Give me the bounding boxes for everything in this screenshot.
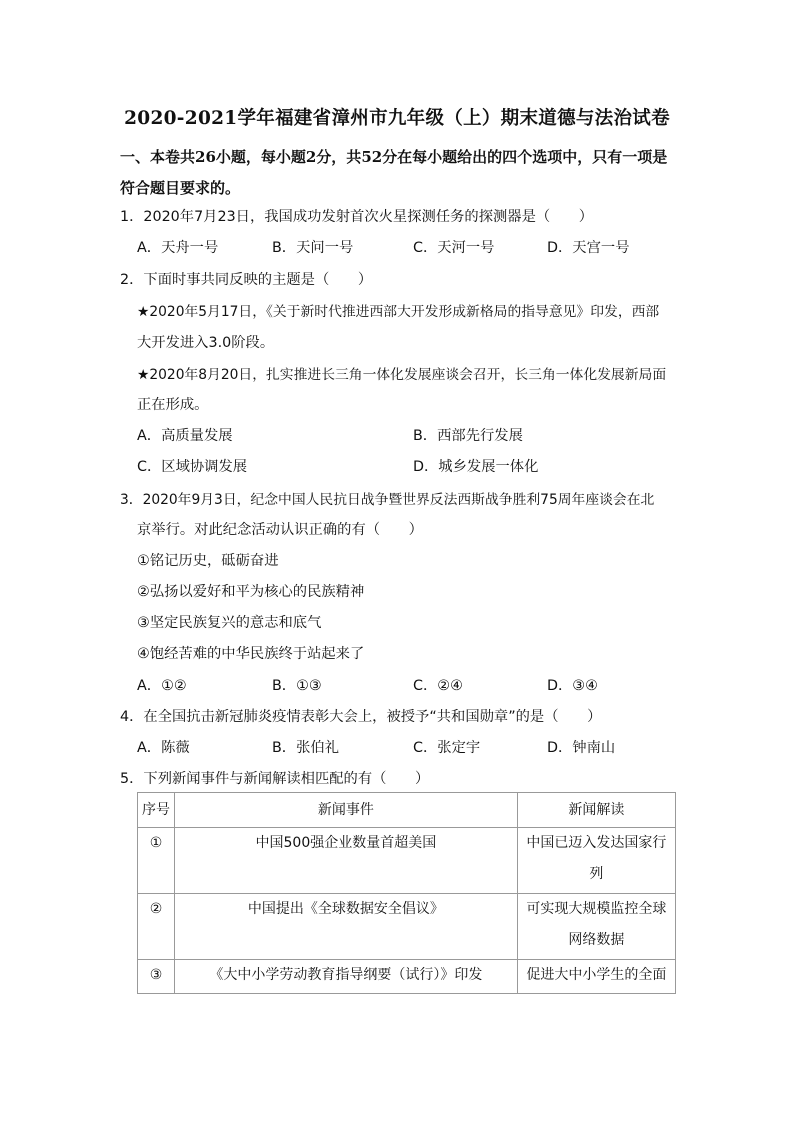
question-5-stem: 5．下列新闻事件与新闻解读相匹配的有（ ） [120,771,430,787]
question-3-stem: 3．2020年9月3日，纪念中国人民抗日战争暨世界反法西斯战争胜利75周年座谈会在北 [120,492,655,508]
section-instructions: 一、本卷共26小题，每小题2分，共52分在每小题给出的四个选项中，只有一项是符合题目要求的。 [120,148,668,197]
row-event: 中国500强企业数量首超美国 [175,828,518,894]
table-header-row [138,793,676,828]
table-row [138,960,676,994]
row-event: 《大中小学劳动教育指导纲要（试行）》印发 [175,960,518,994]
q4-option-a: A．陈薇 [137,740,190,756]
q1-option-d: D．天宫一号 [547,240,630,256]
column-header-reading: 新闻解读 [517,793,675,828]
row-reading: 促进大中小学生的全面 [517,960,675,994]
q3-option-b: B．①③ [272,678,322,694]
column-header-event: 新闻事件 [175,793,518,828]
q3-option-a: A．①② [137,678,187,694]
q2-option-a: A．高质量发展 [137,428,233,444]
q2-option-c: C．区域协调发展 [137,459,248,475]
question-3-stem-cont: 京举行。对此纪念活动认识正确的有（ ） [137,522,423,538]
q4-option-b: B．张伯礼 [272,740,339,756]
q3-option-d: D．③④ [547,678,598,694]
row-number: ① [138,828,175,894]
q2-option-b: B．西部先行发展 [413,428,523,444]
row-number: ③ [138,960,175,994]
q2-news-line: ★2020年5月17日，《关于新时代推进西部大开发形成新格局的指导意见》印发，西部 [137,304,660,320]
q1-option-b: B．天问一号 [272,240,354,256]
q4-option-c: C．张定宇 [413,740,481,756]
row-number: ② [138,894,175,960]
q2-news-line: ★2020年8月20日，扎实推进长三角一体化发展座谈会召开，长三角一体化发展新局面 [137,367,667,383]
q2-news-line: 大开发进入3.0阶段。 [137,335,275,351]
q3-statement: ②弘扬以爱好和平为核心的民族精神 [137,584,365,600]
question-4-stem: 4．在全国抗击新冠肺炎疫情表彰大会上，被授予“共和国勋章”的是（ ） [120,709,602,725]
q3-statement: ③坚定民族复兴的意志和底气 [137,615,322,631]
q3-statement: ①铭记历史，砥砺奋进 [137,553,279,569]
table-row [138,828,676,894]
q2-option-d: D．城乡发展一体化 [413,459,539,475]
q3-option-c: C．②④ [413,678,463,694]
column-header-number: 序号 [138,793,175,828]
table-row [138,894,676,960]
news-table [137,792,676,994]
q2-news-line: 正在形成。 [137,397,209,413]
q1-option-a: A．天舟一号 [137,240,219,256]
q3-statement: ④饱经苦难的中华民族终于站起来了 [137,646,365,662]
row-event: 中国提出《全球数据安全倡议》 [175,894,518,960]
q4-option-d: D．钟南山 [547,740,616,756]
q1-option-c: C．天河一号 [413,240,495,256]
row-reading: 中国已迈入发达国家行列 [517,828,675,894]
row-reading: 可实现大规模监控全球网络数据 [517,894,675,960]
question-1-stem: 1．2020年7月23日，我国成功发射首次火星探测任务的探测器是（ ） [120,209,594,225]
page-title: 2020-2021学年福建省漳州市九年级（上）期末道德与法治试卷 [124,108,670,129]
question-2-stem: 2．下面时事共同反映的主题是（ ） [120,272,373,288]
